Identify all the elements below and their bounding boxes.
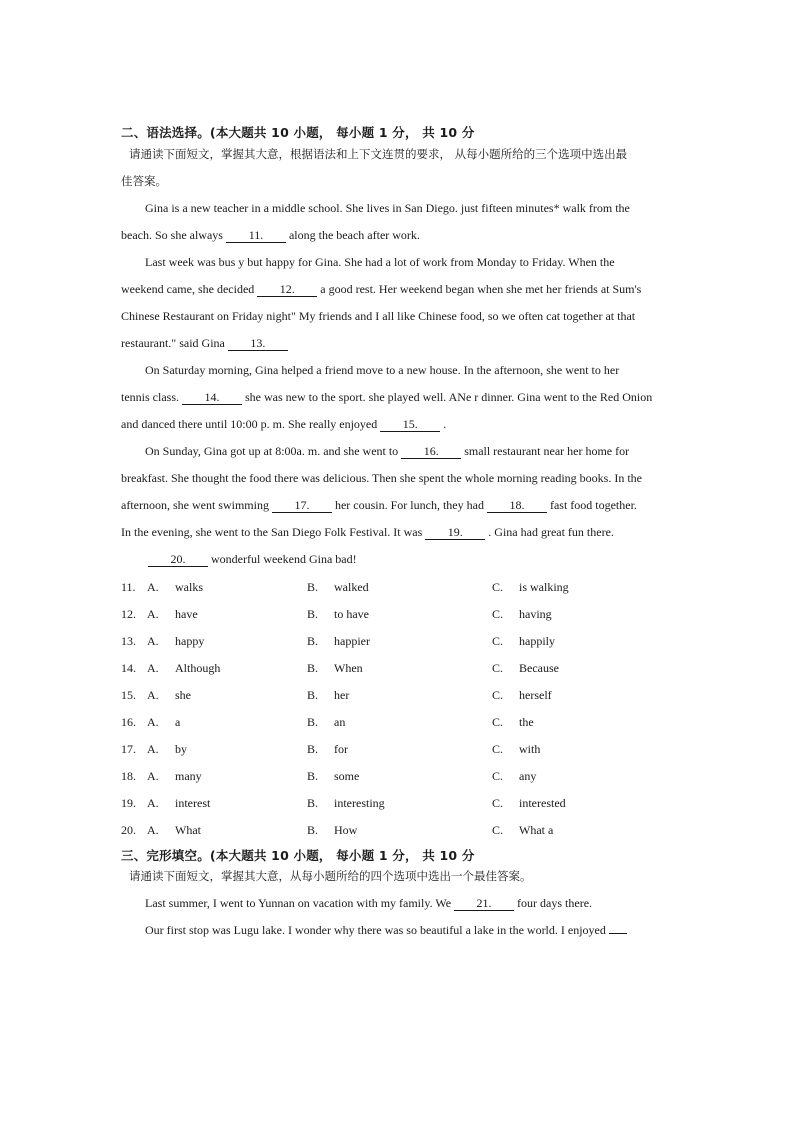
option-row	[121, 655, 681, 682]
option-letter-b: B.	[307, 715, 319, 729]
question-number: 11.	[121, 580, 136, 594]
question-number: 20.	[121, 823, 136, 837]
option-letter-c: C.	[492, 823, 504, 837]
question-number: 12.	[121, 607, 136, 621]
passage-text: her cousin. For lunch, they had	[334, 498, 484, 512]
passage-text: wonderful weekend Gina bad!	[211, 552, 357, 566]
option-letter-c: C.	[492, 796, 504, 810]
passage-text: weekend came, she decided	[121, 282, 255, 296]
passage-line	[121, 384, 683, 411]
option-letter-b: B.	[307, 796, 319, 810]
question-number: 13.	[121, 634, 136, 648]
option-b: How	[334, 823, 358, 837]
passage-text: afternoon, she went swimming	[121, 498, 269, 512]
blank-21: 21.	[454, 897, 514, 911]
blank-12: 12.	[257, 283, 317, 297]
passage-text: In the evening, she went to the San Diego Folk Festival. It was	[121, 525, 423, 539]
option-c: any	[519, 769, 537, 783]
option-a: Although	[175, 661, 221, 675]
section-3-heading: 三、完形填空。(本大题共 10 小题， 每小题 1 分， 共 10 分	[121, 848, 475, 863]
option-b: When	[334, 661, 363, 675]
options-list	[121, 574, 681, 844]
option-letter-c: C.	[492, 688, 504, 702]
option-letter-a: A.	[147, 607, 159, 621]
option-c: What a	[519, 823, 554, 837]
passage-text: Last summer, I went to Yunnan on vacation with my family. We	[145, 896, 452, 910]
option-c: happily	[519, 634, 555, 648]
section-2-heading: 二、语法选择。(本大题共 10 小题， 每小题 1 分， 共 10 分	[121, 125, 475, 140]
option-row	[121, 790, 681, 817]
option-letter-a: A.	[147, 769, 159, 783]
blank-22	[609, 933, 627, 934]
question-number: 14.	[121, 661, 136, 675]
option-a: have	[175, 607, 198, 621]
option-b: to have	[334, 607, 369, 621]
option-b: her	[334, 688, 350, 702]
option-row	[121, 601, 681, 628]
passage-line: breakfast. She thought the food there was delicious. Then she spent the whole morning reading books. In the	[121, 471, 642, 485]
passage-line	[121, 330, 683, 357]
option-b: an	[334, 715, 346, 729]
passage-text: beach. So she always	[121, 228, 223, 242]
blank-11: 11.	[226, 229, 286, 243]
passage	[121, 195, 683, 573]
blank-15: 15.	[380, 418, 440, 432]
option-a: walks	[175, 580, 203, 594]
option-c: Because	[519, 661, 559, 675]
option-a: interest	[175, 796, 211, 810]
blank-16: 16.	[401, 445, 461, 459]
option-letter-b: B.	[307, 823, 319, 837]
option-letter-a: A.	[147, 823, 159, 837]
option-letter-c: C.	[492, 580, 504, 594]
option-letter-b: B.	[307, 634, 319, 648]
passage-line: Chinese Restaurant on Friday night" My friends and I all like Chinese food, so we often cat together at that	[121, 309, 636, 323]
option-c: interested	[519, 796, 566, 810]
option-row	[121, 682, 681, 709]
passage-text: she was new to the sport. she played well. ANe r dinner. Gina went to the Red Onion	[245, 390, 653, 404]
option-a: a	[175, 715, 181, 729]
option-row	[121, 574, 681, 601]
passage-text: .	[443, 417, 447, 431]
option-letter-a: A.	[147, 715, 159, 729]
option-letter-c: C.	[492, 769, 504, 783]
instruction-line-2: 佳答案。	[121, 174, 167, 188]
option-a: by	[175, 742, 187, 756]
option-a: What	[175, 823, 201, 837]
question-number: 18.	[121, 769, 136, 783]
option-letter-c: C.	[492, 607, 504, 621]
cloze-passage	[121, 890, 683, 944]
passage-line	[121, 492, 683, 519]
option-b: happier	[334, 634, 370, 648]
option-c: with	[519, 742, 541, 756]
option-b: interesting	[334, 796, 385, 810]
question-number: 17.	[121, 742, 136, 756]
blank-19: 19.	[425, 526, 485, 540]
passage-line	[121, 546, 683, 573]
option-letter-c: C.	[492, 661, 504, 675]
passage-text: small restaurant near her home for	[464, 444, 630, 458]
passage-text: tennis class.	[121, 390, 179, 404]
option-letter-b: B.	[307, 580, 319, 594]
instruction-line-1: 请通读下面短文，掌握其大意，根据语法和上下文连贯的要求， 从每小题所给的三个选项中选出最	[129, 147, 628, 161]
passage-line	[121, 438, 683, 465]
section-2-instruction	[121, 141, 686, 195]
passage-line	[121, 411, 683, 438]
question-number: 16.	[121, 715, 136, 729]
option-c: the	[519, 715, 534, 729]
option-letter-b: B.	[307, 742, 319, 756]
option-row	[121, 736, 681, 763]
passage-line	[121, 519, 683, 546]
option-c: is walking	[519, 580, 569, 594]
option-row	[121, 763, 681, 790]
blank-20: 20.	[148, 553, 208, 567]
passage-text: a good rest. Her weekend began when she met her friends at Sum's	[320, 282, 642, 296]
option-letter-a: A.	[147, 688, 159, 702]
option-letter-c: C.	[492, 715, 504, 729]
passage-text: Our first stop was Lugu lake. I wonder why there was so beautiful a lake in the world. I enjoyed	[145, 923, 606, 937]
blank-18: 18.	[487, 499, 547, 513]
option-letter-a: A.	[147, 796, 159, 810]
blank-13: 13.	[228, 337, 288, 351]
question-number: 15.	[121, 688, 136, 702]
question-number: 19.	[121, 796, 136, 810]
blank-14: 14.	[182, 391, 242, 405]
option-letter-a: A.	[147, 661, 159, 675]
option-b: for	[334, 742, 348, 756]
option-a: she	[175, 688, 191, 702]
passage-line: Gina is a new teacher in a middle school. She lives in San Diego. just fifteen minutes* walk from the	[145, 201, 630, 215]
passage-text: On Sunday, Gina got up at 8:00a. m. and she went to	[145, 444, 399, 458]
passage-text: restaurant." said Gina	[121, 336, 225, 350]
option-letter-c: C.	[492, 634, 504, 648]
option-letter-b: B.	[307, 688, 319, 702]
passage-line	[121, 222, 683, 249]
blank-17: 17.	[272, 499, 332, 513]
option-row	[121, 628, 681, 655]
passage-line: Last week was bus y but happy for Gina. She had a lot of work from Monday to Friday. When the	[145, 255, 615, 269]
passage-line	[121, 890, 683, 917]
passage-text: four days there.	[517, 896, 593, 910]
passage-line	[121, 917, 683, 944]
option-letter-a: A.	[147, 580, 159, 594]
option-letter-b: B.	[307, 661, 319, 675]
option-b: some	[334, 769, 360, 783]
option-letter-b: B.	[307, 769, 319, 783]
option-b: walked	[334, 580, 369, 594]
option-row	[121, 817, 681, 844]
option-letter-c: C.	[492, 742, 504, 756]
passage-text: and danced there until 10:00 p. m. She really enjoyed	[121, 417, 378, 431]
option-letter-a: A.	[147, 742, 159, 756]
passage-line: On Saturday morning, Gina helped a friend move to a new house. In the afternoon, she went to her	[145, 363, 620, 377]
option-letter-b: B.	[307, 607, 319, 621]
passage-text: along the beach after work.	[288, 228, 420, 242]
option-a: happy	[175, 634, 205, 648]
option-a: many	[175, 769, 202, 783]
passage-text: fast food together.	[549, 498, 637, 512]
option-c: having	[519, 607, 552, 621]
passage-text: . Gina had great fun there.	[488, 525, 614, 539]
section-3-instruction: 请通读下面短文，掌握其大意，从每小题所给的四个选项中选出一个最佳答案。	[129, 869, 532, 883]
option-row	[121, 709, 681, 736]
option-c: herself	[519, 688, 552, 702]
option-letter-a: A.	[147, 634, 159, 648]
passage-line	[121, 276, 683, 303]
